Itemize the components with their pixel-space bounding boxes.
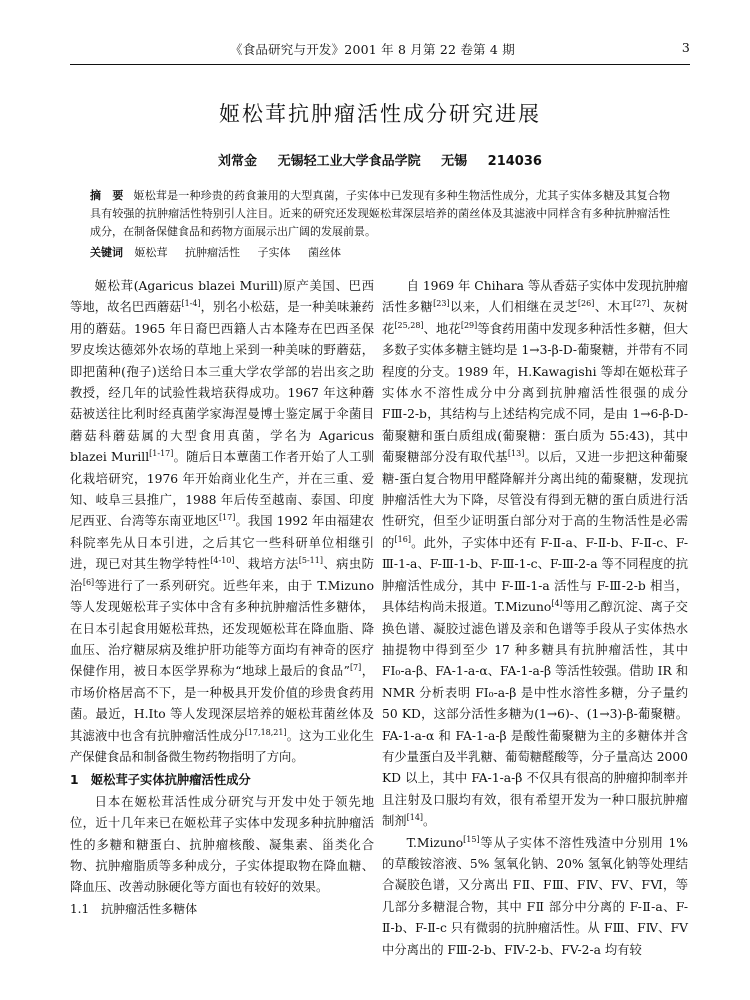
right-column (382, 276, 688, 961)
author-city: 无锡 (441, 154, 468, 169)
keyword: 姬松茸 (134, 246, 168, 259)
citation: [23] (433, 299, 450, 309)
citation: [4-10] (210, 556, 235, 566)
keyword: 菌丝体 (308, 246, 341, 259)
keyword: 抗肿瘤活性 (185, 246, 240, 259)
subsection-heading: 1.1 抗肿瘤活性多糖体 (70, 901, 198, 916)
left-column (70, 276, 374, 920)
citation: [25,28] (394, 320, 424, 330)
citation: [27] (633, 299, 650, 309)
body-paragraph: 自 1969 年 Chihara 等从香菇子实体中发现抗肿瘤活性多糖[23]以来，人们相继在灵芝[26]、木耳[27]、灰树花[25,28]、地花[29]等食药用菌中发现多种活性多糖，但大多数子实体多糖主链均是 1→3-β-D-葡聚糖，并带有不同程度的分支。1989 年，H.Kawagishi 等却在姬松茸子实体水不溶性成分中分离到抗肿瘤活性很强的成分 FⅢ-2-b，其结构与上述结构完成不同，是由 1→6-β-D-葡聚糖和蛋白质组成(葡聚糖：蛋白质为 55:43)，其中葡聚糖部分没有取代基[13]。以后，又进一步把这种葡聚糖-蛋白复合物用甲醛降解并分离出纯的葡聚糖，发现抗肿瘤活性大为下降，尽管没有得到无糖的蛋白质进行活性研究，但至少证明蛋白部分对于高的生物活性是必需的[16]。此外，子实体中还有 F-Ⅱ-a、F-Ⅱ-b、F-Ⅱ-c、F-Ⅲ-1-a、F-Ⅲ-1-b、F-Ⅲ-1-c、F-Ⅲ-2-a 等不同程度的抗肿瘤活性成分，其中 F-Ⅲ-1-a 活性与 F-Ⅲ-2-b 相当，具体结构尚未报道。T.Mizuno[4]等用乙醇沉淀、离子交换色谱、凝胶过滤色谱及亲和色谱等手段从子实体热水抽提物中得到至少 17 种多糖具有抗肿瘤活性，其中 FI₀-a-β、FA-1-a-α、FA-1-a-β 等活性较强。借助 IR 和 NMR 分析表明 FI₀-a-β 是中性水溶性多糖，分子量约 50 KD，这部分活性多糖为(1→6)-、(1→3)-β-葡聚糖。FA-1-a-α 和 FA-1-a-β 是酸性葡聚糖为主的多糖体并含有少量蛋白及半乳糖、葡萄糖醛酸等，分子量高达 2000 KD 以上，其中 FA-1-a-β 不仅具有很高的肿瘤抑制率并且注射及口服均有效，很有希望开发为一种口服抗肿瘤制剂[14]。 (382, 279, 688, 829)
abstract-text: 姬松茸是一种珍贵的药食兼用的大型真菌，子实体中已发现有多种生物活性成分，尤其子实体多糖及其复合物具有较强的抗肿瘤活性特别引人注目。近来的研究还发现姬松茸深层培养的菌丝体及其滤液中同样含有多种抗肿瘤活性成分，在制备保健食品和药物方面展示出广阔的发展前景。 (90, 189, 671, 238)
citation: [13] (507, 449, 525, 459)
citation: [29] (460, 320, 478, 330)
citation: [17,18,21] (244, 727, 287, 737)
citation: [1-4] (181, 299, 201, 309)
page-number: 3 (681, 40, 690, 55)
citation: [15] (463, 834, 480, 844)
abstract-label: 摘 要 (90, 189, 124, 202)
citation: [1-17] (149, 449, 174, 459)
abstract (90, 187, 670, 241)
citation: [16] (394, 534, 411, 544)
citation: [4] (551, 599, 563, 608)
citation: [26] (577, 299, 595, 309)
section-heading: 1 姬松茸子实体抗肿瘤活性成分 (70, 773, 251, 788)
header-rule (70, 64, 690, 65)
intro-paragraph: 姬松茸(Agaricus blazei Murill)原产美国、巴西等地，故名巴西蘑菇[1-4]，别名小松菇，是一种美味兼药用的蘑菇。1965 年日裔巴西籍人古本隆寿在巴西圣保罗皮埃达德郊外农场的草地上采到一种美味的野蘑菇，即把菌种(孢子)送给日本三重大学农学部的岩出亥之助教授，经几年的试验性栽培获得成功。1967 年这种蘑菇被送往比利时经真菌学家海涅曼博士鉴定属于伞菌目蘑菇科蘑菇属的大型食用真菌，学名为 Agaricus blazei Murill[1-17]。随后日本蕈菌工作者开始了人工驯化栽培研究，1976 年开始商业化生产，并在三重、爱知、岐阜三县推广，1988 年后传至越南、泰国、印度尼西亚、台湾等东南亚地区[17]。我国 1992 年由福建农科院率先从日本引进，之后其它一些科研单位相继引进，现已对其生物学特性[4-10]、栽培方法[5-11]、病虫防治[6]等进行了一系列研究。近些年来，由于 T.Mizuno 等人发现姬松茸子实体中含有多种抗肿瘤活性多糖体，在日本引起食用姬松茸热，还发现姬松茸在降血脂、降血压、治疗糖尿病及维护肝功能等方面均有神奇的医疗保健作用，被日本医学界称为“地球上最后的食品”[7]，市场价格居高不下，是一种极具开发价值的珍贵食药用菌。最近，H.Ito 等人发现深层培养的姬松茸菌丝体及其滤液中也含有抗肿瘤活性成分[17,18,21]。这为工业化生产保健食品和制备微生物药物指明了方向。 (70, 279, 374, 764)
author-affiliation: 无锡轻工业大学食品学院 (277, 154, 421, 169)
body-paragraph: 日本在姬松茸活性成分研究与开发中处于领先地位，近十几年来已在姬松茸子实体中发现多种抗肿瘤活性的多糖和糖蛋白、抗肿瘤核酸、凝集素、甾类化合物、抗肿瘤脂质等多种成分，子实体提取物在降血糖、降血压、改善动脉硬化等方面也有较好的效果。 (70, 794, 374, 895)
author-name: 刘常金 (218, 154, 258, 169)
running-header (70, 40, 690, 62)
citation: [17] (218, 513, 236, 523)
journal-citation: 《食品研究与开发》2001 年 8 月第 22 卷第 4 期 (230, 42, 515, 57)
keyword: 子实体 (257, 246, 291, 259)
citation: [14] (406, 813, 424, 823)
article-title: 姬松茸抗肿瘤活性成分研究进展 (219, 102, 541, 126)
body-paragraph: T.Mizuno[15]等从子实体不溶性残渣中分别用 1% 的草酸铵溶液、5% 氢氧化钠、20% 氢氧化钠等处理结合凝胶色谱，又分离出 FⅡ、FⅢ、FⅣ、FV、FⅥ，等几部分多糖混合物，其中 FⅡ 部分中分离的 F-Ⅱ-a、F-Ⅱ-b、F-Ⅱ-c 只有微弱的抗肿瘤活性。从 FⅢ、FⅣ、FV 中分离出的 FⅢ-2-b、FⅣ-2-b、FV-2-a 均有较 (382, 834, 688, 957)
author-postcode: 214036 (487, 154, 542, 169)
citation: [5-11] (298, 556, 323, 566)
citation: [7] (349, 663, 362, 673)
byline (70, 150, 690, 169)
citation: [6] (82, 577, 95, 587)
keywords (90, 244, 670, 262)
keywords-label: 关键词 (90, 246, 123, 259)
